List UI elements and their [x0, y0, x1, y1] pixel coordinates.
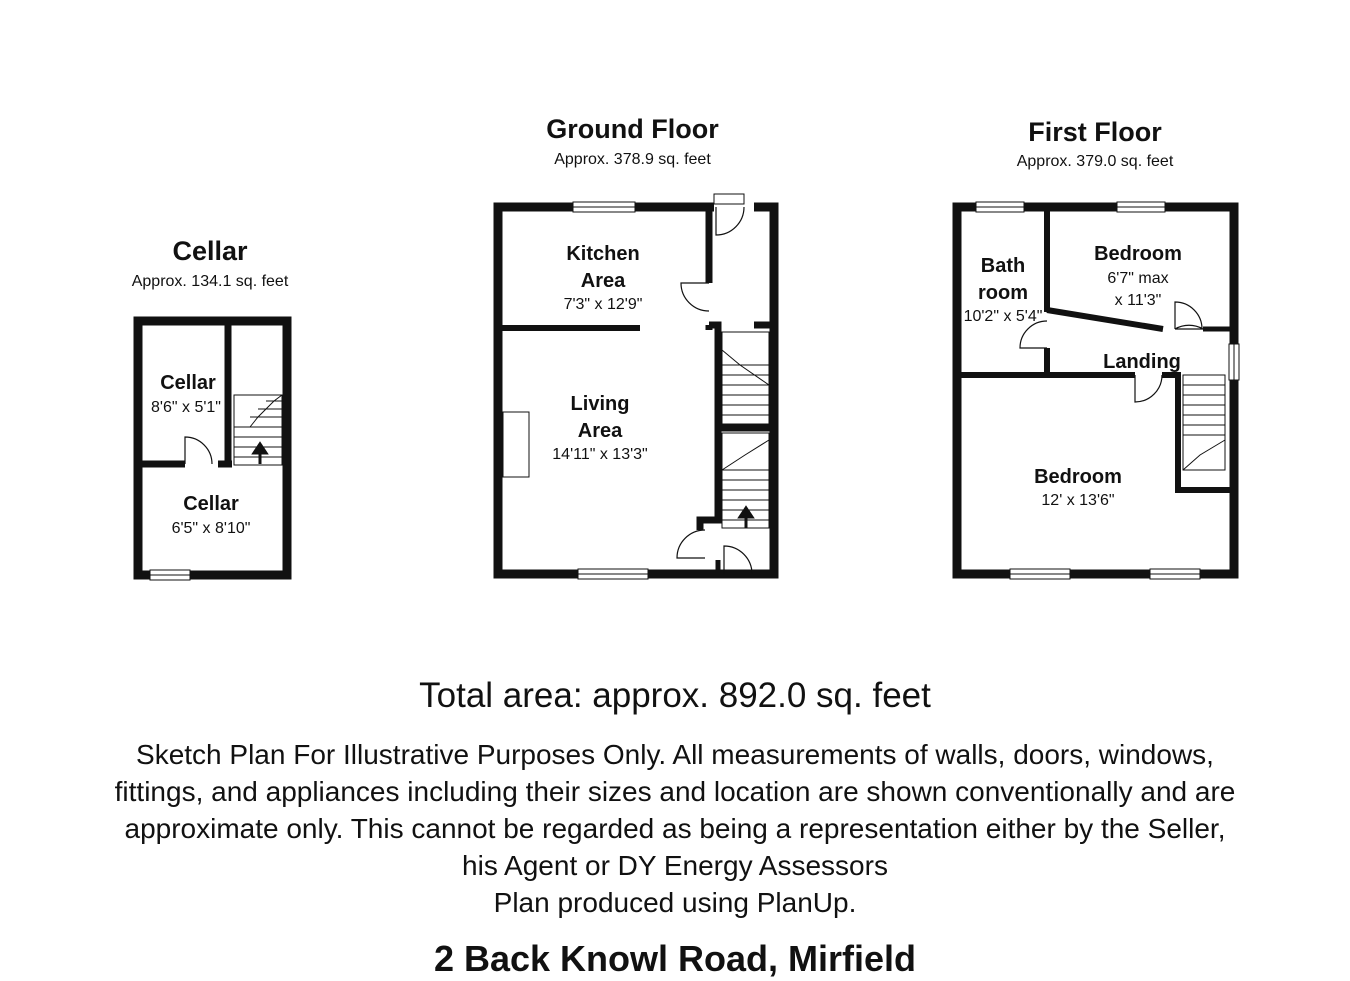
first-floor-plan [957, 202, 1239, 579]
bathroom-label-2: room [978, 282, 1028, 304]
first-floor-stairs [1183, 375, 1225, 470]
cellar-room-2-name: Cellar [183, 493, 239, 515]
cellar-room-1-name: Cellar [160, 372, 216, 394]
property-address: 2 Back Knowl Road, Mirfield [433, 938, 917, 979]
rear-door [714, 194, 744, 235]
ground-floor-title: Ground Floor [546, 114, 719, 144]
total-area: Total area: approx. 892.0 sq. feet [419, 676, 931, 715]
disclaimer-line-3: approximate only. This cannot be regarded as being a representation either by the Seller, [124, 813, 1226, 844]
cellar-stairs [234, 395, 282, 465]
cellar-plan [138, 321, 287, 580]
disclaimer-line-4: his Agent or DY Energy Assessors [462, 850, 888, 881]
kitchen-dim: 7'3" x 12'9" [563, 296, 643, 313]
living-label-2: Area [577, 420, 623, 442]
disclaimer-line-1: Sketch Plan For Illustrative Purposes Only. All measurements of walls, doors, windows, [136, 739, 1214, 770]
living-label-1: Living [570, 393, 630, 415]
disclaimer-line-2: fittings, and appliances including their sizes and location are shown conventionally and are [114, 776, 1236, 807]
bathroom-label-1: Bath [980, 255, 1026, 277]
bathroom-window [976, 202, 1024, 212]
cellar-room-2-dim: 6'5" x 8'10" [171, 520, 251, 537]
cellar-title: Cellar [172, 236, 248, 266]
bathroom-dim: 10'2" x 5'4" [963, 308, 1043, 325]
living-dim: 14'11" x 13'3" [552, 446, 648, 463]
disclaimer-line-5: Plan produced using PlanUp. [493, 887, 857, 918]
cellar-area: Approx. 134.1 sq. feet [131, 273, 289, 290]
landing-window [1229, 344, 1239, 380]
bedroom-large-window-1 [1010, 569, 1070, 579]
kitchen-label-2: Area [580, 270, 626, 292]
cellar-window [150, 570, 190, 580]
bedroom-large-window-2 [1150, 569, 1200, 579]
bedroom-small-label: Bedroom [1094, 243, 1182, 265]
first-floor-title: First Floor [1028, 117, 1162, 147]
kitchen-window [573, 202, 635, 212]
cellar-room-1-dim: 8'6" x 5'1" [151, 399, 221, 416]
bedroom-small-dim-1: 6'7" max [1107, 270, 1169, 287]
living-window [578, 569, 648, 579]
kitchen-label-1: Kitchen [566, 243, 640, 265]
bedroom-small-window [1117, 202, 1165, 212]
ground-stairs-lower [722, 433, 769, 528]
landing-label: Landing [1103, 351, 1181, 373]
ground-stairs-upper [722, 332, 769, 424]
bedroom-large-dim: 12' x 13'6" [1041, 492, 1115, 509]
ground-floor-plan [498, 194, 774, 579]
ground-floor-area: Approx. 378.9 sq. feet [554, 151, 711, 168]
disclaimer [20, 736, 1330, 921]
bedroom-large-label: Bedroom [1034, 466, 1122, 488]
bedroom-small-dim-2: x 11'3" [1114, 292, 1162, 309]
first-floor-area: Approx. 379.0 sq. feet [1016, 153, 1174, 170]
